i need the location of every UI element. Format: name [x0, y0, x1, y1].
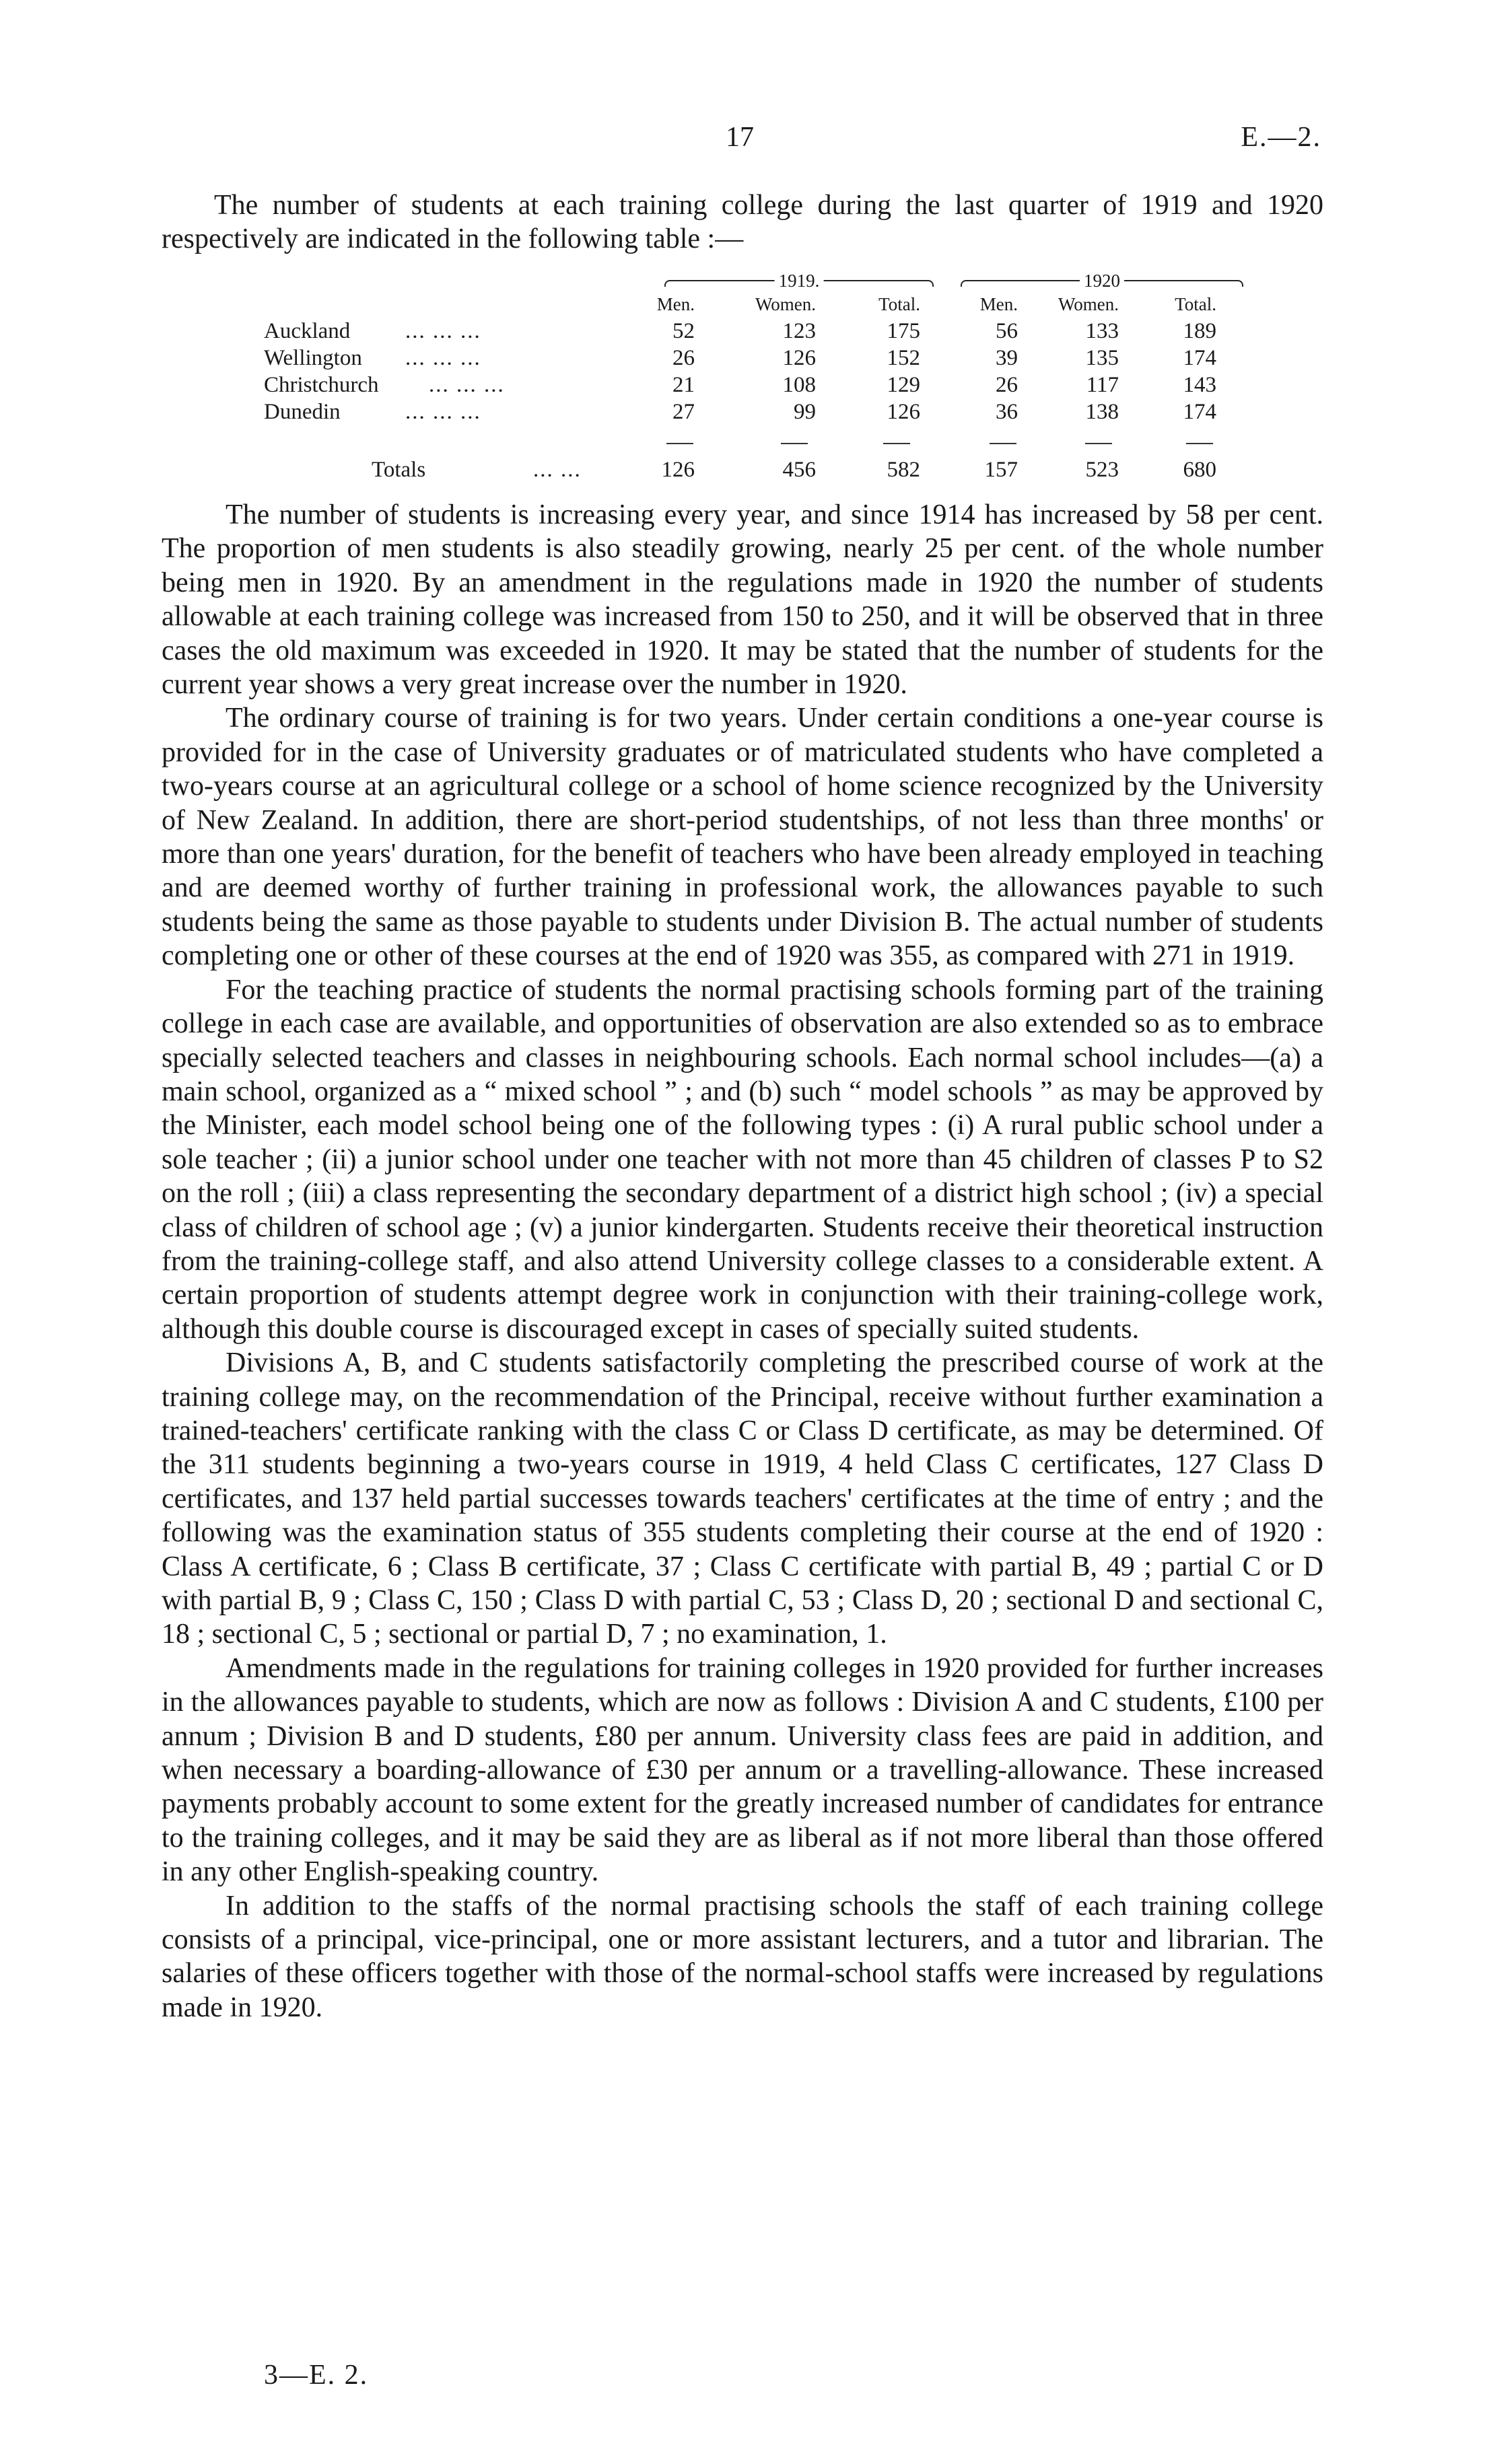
col-total-1920: Total.: [1175, 294, 1216, 314]
college-name: Dunedin: [264, 400, 341, 424]
leader-dots: ... ... ...: [405, 346, 481, 370]
total-1920-total: 680: [1183, 458, 1216, 482]
col-men-1920: Men.: [979, 294, 1018, 314]
sum-rule: [990, 443, 1016, 444]
leader-dots: ... ... ...: [405, 400, 481, 424]
women-1919: 126: [782, 346, 816, 370]
section-reference: E.—2.: [1241, 122, 1321, 153]
men-1919: 26: [672, 346, 695, 370]
women-1919: 99: [794, 400, 816, 424]
leader-dots: ... ...: [533, 458, 582, 482]
table-row: [264, 318, 1226, 345]
men-1920: 39: [996, 346, 1018, 370]
page-number: 17: [726, 122, 754, 153]
paragraph: The number of students is increasing every year, and since 1914 has increased by 58 per cent. The proportion of men students is also steadily growing, nearly 25 per cent. of the whole number being men in 1920. By an amendment in the regulations made in 1920 the number of students allowable at each training college was increased from 150 to 250, and it will be observed that in three cases the old maximum was exceeded in 1920. It may be stated that the number of students for the current year shows a very great increase over the number in 1920.: [162, 499, 1323, 701]
table-row: [264, 372, 1226, 398]
sum-rule: [883, 443, 910, 444]
women-1920: 133: [1085, 319, 1119, 343]
sum-rule: [1085, 443, 1112, 444]
col-women-1919: Women.: [755, 294, 816, 314]
paragraph: For the teaching practice of students the normal practising schools forming part of the training college in each case are available, and opportunities of observation are also extended so as to embrace specially selected teachers and classes in neighbouring schools. Each normal school includes—(a) a main school, organized as a “ mixed school ” ; and (b) such “ model schools ” as may be approved by the Minister, each model school being one of the following types : (i) A rural public school under a sole teacher ; (ii) a junior school under one teacher with not more than 45 children of classes P to S2 on the roll ; (iii) a class representing the secondary department of a district high school ; (iv) a special class of children of school age ; (v) a junior kindergarten. Students receive their theoretical instruction from the training-college staff, and also attend University college classes to a considerable extent. A certain proportion of students attempt degree work in conjunction with their training-college work, although this double course is discouraged except in cases of specially suited students.: [162, 974, 1323, 1345]
men-1919: 27: [672, 400, 695, 424]
totals-row: [264, 456, 1226, 483]
paragraph: In addition to the staffs of the normal practising schools the staff of each training college consists of a principal, vice-principal, one or more assistant lecturers, and a tutor and librarian. The salaries of these officers together with those of the normal-school staffs were increased by regulations made in 1920.: [162, 1890, 1323, 2023]
col-total-1919: Total.: [878, 294, 920, 314]
women-1920: 117: [1086, 373, 1119, 397]
total-1919: 126: [887, 400, 920, 424]
leader-dots: ... ... ...: [405, 319, 481, 343]
year-1920-header: [961, 269, 1243, 292]
leader-dots: ... ... ...: [429, 373, 505, 397]
year-1919-header: [664, 269, 934, 292]
col-men-1919: Men.: [656, 294, 695, 314]
college-name: Wellington: [264, 346, 362, 370]
women-1919-total: 456: [782, 458, 816, 482]
total-1919: 129: [887, 373, 920, 397]
year-1919-label: 1919.: [775, 269, 824, 292]
college-name: Christchurch: [264, 373, 379, 397]
body-text: [162, 498, 1323, 2025]
col-women-1920: Women.: [1058, 294, 1119, 314]
sum-rule: [666, 443, 693, 444]
total-1919: 175: [887, 319, 920, 343]
men-1919-total: 126: [661, 458, 695, 482]
women-1920-total: 523: [1085, 458, 1119, 482]
women-1920: 138: [1085, 400, 1119, 424]
column-header-row: [264, 291, 1226, 318]
women-1919: 123: [782, 319, 816, 343]
intro-paragraph: The number of students at each training college during the last quarter of 1919 and 1920 respectively are indicated in the following table :—: [162, 190, 1323, 254]
men-1920: 56: [996, 319, 1018, 343]
men-1919: 52: [672, 319, 695, 343]
women-1919: 108: [782, 373, 816, 397]
students-table: [264, 269, 1226, 491]
total-1920: 189: [1183, 319, 1216, 343]
total-1920: 174: [1183, 346, 1216, 370]
paragraph: Divisions A, B, and C students satisfactorily completing the prescribed course of work at the training college may, on the recommendation of the Principal, receive without further examination a trained-teachers' certificate ranking with the class C or Class D certificate, as may be determined. Of the 311 students beginning a two-years course in 1919, 4 held Class C certificates, 127 Class D certificates, and 137 held partial successes towards teachers' certificates at the time of entry ; and the following was the examination status of 355 students completing their course at the end of 1920 : Class A certificate, 6 ; Class B certificate, 37 ; Class C certificate with partial B, 49 ; partial C or D with partial B, 9 ; Class C, 150 ; Class D with partial C, 53 ; Class D, 20 ; sectional D and sectional C, 18 ; sectional C, 5 ; sectional or partial D, 7 ; no examination, 1.: [162, 1347, 1323, 1650]
total-1920: 174: [1183, 400, 1216, 424]
college-name: Auckland: [264, 319, 351, 343]
men-1920: 36: [996, 400, 1018, 424]
total-1920: 143: [1183, 373, 1216, 397]
year-1920-label: 1920: [1080, 269, 1124, 292]
sum-rule: [1186, 443, 1213, 444]
paragraph: Amendments made in the regulations for training colleges in 1920 provided for further increases in the allowances payable to students, which are now as follows : Division A and C students, £100 per annum ; Division B and D students, £80 per annum. University class fees are paid in addition, and when necessary a boarding-allowance of £30 per annum or a travelling-allowance. These increased payments probably account to some extent for the greatly increased number of candidates for entrance to the training colleges, and it may be said they are as liberal as if not more liberal than those offered in any other English-speaking country.: [162, 1652, 1323, 1888]
men-1919: 21: [672, 373, 695, 397]
men-1920: 26: [996, 373, 1018, 397]
sum-rule: [781, 443, 808, 444]
totals-label: Totals: [372, 458, 426, 482]
paragraph: The ordinary course of training is for two years. Under certain conditions a one-year course is provided for in the case of University graduates or of matriculated students who have completed a two-years course at an agricultural college or a school of home science recognized by the University of New Zealand. In addition, there are short-period studentships, of not less than three months' or more than one years' duration, for the benefit of teachers who have been already employed in teaching and are deemed worthy of further training in professional work, the allowances payable to such students being the same as those payable to students under Division B. The actual number of students completing one or other of these courses at the end of 1920 was 355, as compared with 271 in 1919.: [162, 703, 1323, 972]
footer-signature: 3—E. 2.: [264, 2360, 369, 2391]
total-1919: 152: [887, 346, 920, 370]
women-1920: 135: [1085, 346, 1119, 370]
total-1919-total: 582: [887, 458, 920, 482]
table-row: [264, 345, 1226, 372]
table-row: [264, 398, 1226, 425]
sum-rules: [264, 443, 1226, 446]
men-1920-total: 157: [984, 458, 1018, 482]
page-header: [0, 121, 1487, 162]
